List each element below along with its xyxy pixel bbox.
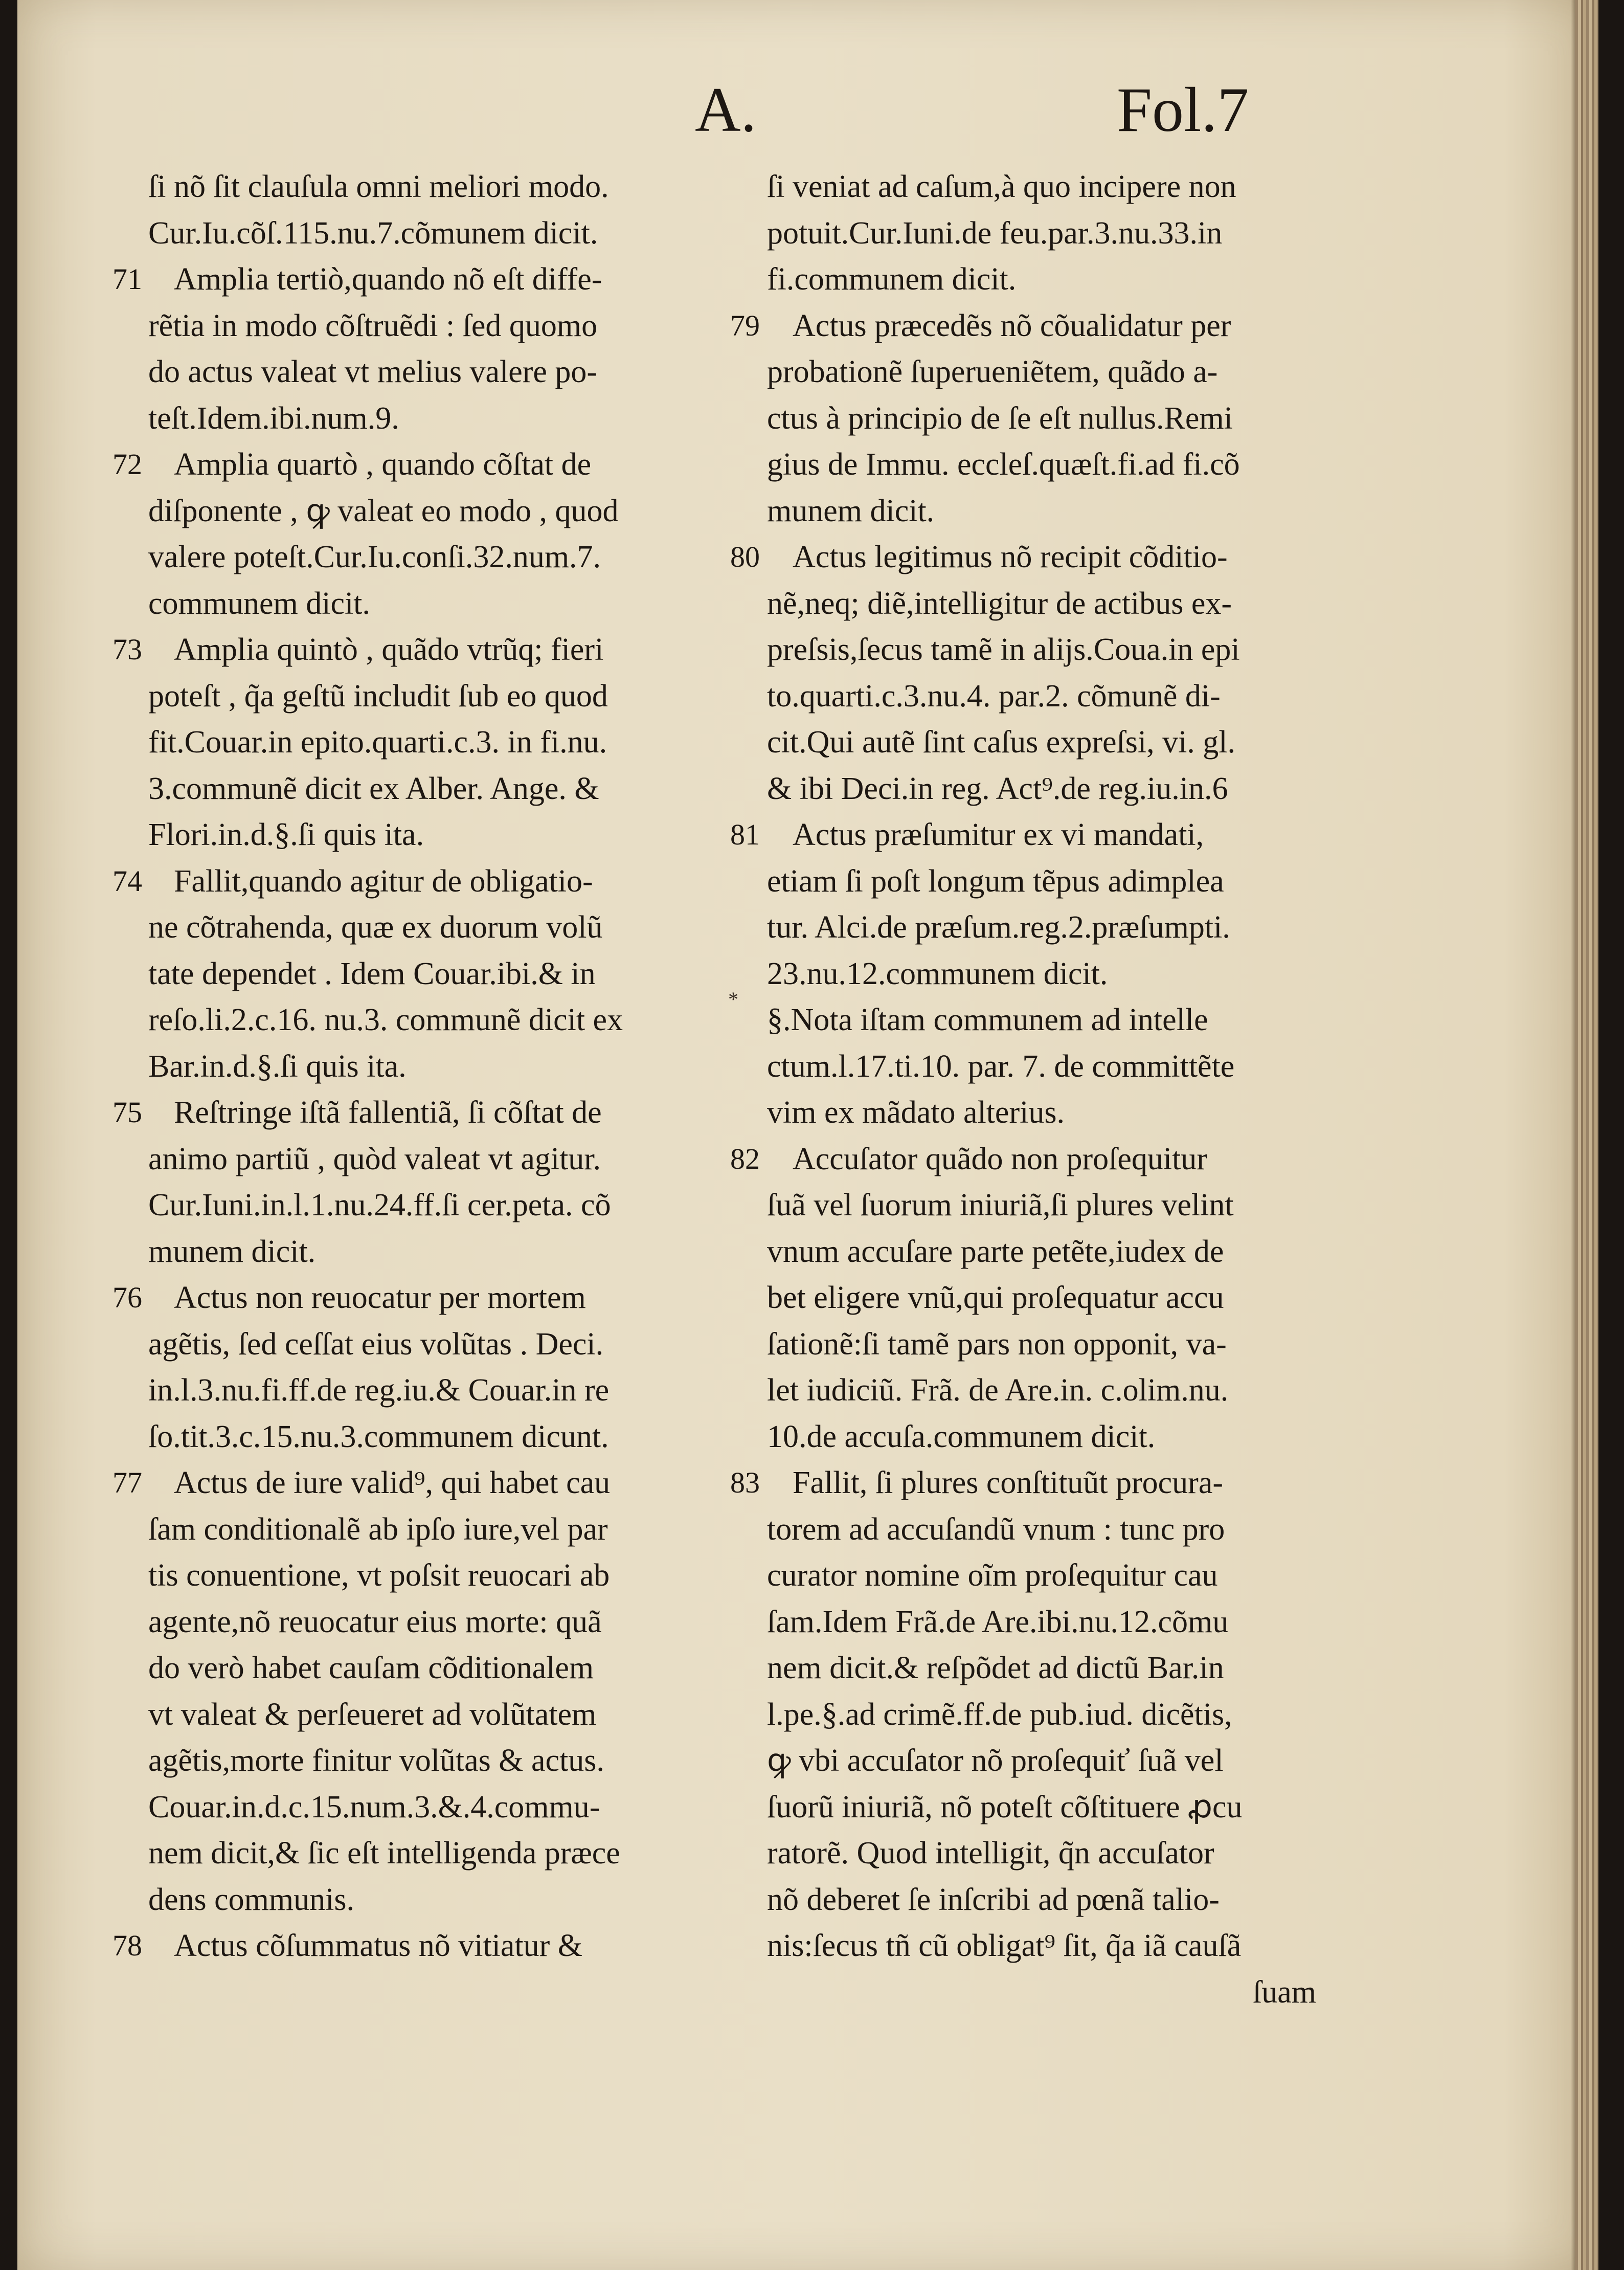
- line-text: reſo.li.2.c.16. nu.3. communẽ dicit ex: [148, 1003, 623, 1037]
- line-text: Amplia tertiò,quando nõ eſt diffe-: [174, 262, 602, 297]
- text-line: [767, 1321, 1347, 1368]
- line-text: curator nomine oĩm proſequitur cau: [767, 1558, 1218, 1593]
- line-text: vt valeat & perſeueret ad volũtatem: [148, 1697, 597, 1732]
- line-text: Actus præcedẽs nõ cõualidatur per: [793, 308, 1231, 343]
- line-text: agẽtis,morte finitur volũtas & actus.: [148, 1743, 604, 1778]
- line-text: do verò habet cauſam cõditionalem: [148, 1651, 594, 1685]
- text-line: [767, 1043, 1347, 1090]
- line-text: in.l.3.nu.fi.ff.de reg.iu.& Couar.in re: [148, 1373, 610, 1408]
- line-text: Actus de iure valid⁹, qui habet cau: [174, 1465, 611, 1500]
- text-line: [767, 858, 1347, 905]
- line-text: vim ex mãdato alterius.: [767, 1095, 1065, 1130]
- line-text: diſponente , ꝙ valeat eo modo , quod: [148, 493, 619, 528]
- line-text: gius de Immu. eccleſ.quæſt.fi.ad fi.cõ: [767, 447, 1240, 482]
- text-line: [112, 858, 711, 905]
- line-text: tate dependet . Idem Couar.ibi.& in: [148, 956, 596, 991]
- line-text: Fallit, ſi plures conſtituũt procura-: [793, 1465, 1223, 1500]
- line-text: ne cõtrahenda, quæ ex duorum volũ: [148, 910, 603, 945]
- paragraph-number: 83: [730, 1466, 760, 1499]
- text-line: [148, 1414, 711, 1460]
- text-line: [148, 1229, 711, 1275]
- line-text: ratorẽ. Quod intelligit, q̃n accuſator: [767, 1836, 1214, 1871]
- line-text: nem dicit.& reſpõdet ad dictũ Bar.in: [767, 1651, 1224, 1685]
- line-text: tis conuentione, vt poſsit reuocari ab: [148, 1558, 610, 1593]
- paragraph-number: 72: [112, 448, 142, 481]
- line-text: animo partiũ , quòd valeat vt agitur.: [148, 1141, 601, 1176]
- page-header: [17, 77, 1598, 143]
- line-text: etiam ſi poſt longum tẽpus adimplea: [767, 863, 1224, 899]
- text-line: [767, 904, 1347, 951]
- text-line: [767, 1830, 1347, 1877]
- text-line: [767, 1275, 1347, 1321]
- text-line: [767, 1414, 1347, 1460]
- left-column: [112, 164, 711, 1969]
- line-text: cit.Qui autẽ ſint caſus expreſsi, vi. gl.: [767, 725, 1236, 760]
- text-line: [112, 1923, 711, 1969]
- text-line: [767, 395, 1347, 442]
- text-line: [767, 441, 1347, 488]
- line-text: Bar.in.d.§.ſi quis ita.: [148, 1049, 407, 1084]
- text-line: [148, 719, 711, 766]
- text-line: [767, 1552, 1347, 1599]
- text-line: [148, 1043, 711, 1090]
- line-text: poteſt , q̃a geſtũ includit ſub eo quod: [148, 678, 608, 714]
- line-text: nem dicit,& ſic eſt intelligenda præce: [148, 1836, 620, 1871]
- line-text: preſsis,ſecus tamẽ in alijs.Coua.in epi: [767, 632, 1240, 667]
- text-line: [112, 1460, 711, 1506]
- line-text: 23.nu.12.communem dicit.: [767, 956, 1108, 991]
- line-text: nõ deberet ſe inſcribi ad pœnã talio-: [767, 1882, 1220, 1917]
- text-line: [112, 1275, 711, 1321]
- line-text: communem dicit.: [148, 586, 370, 621]
- line-text: ſuã vel ſuorum iniuriã,ſi plures velint: [767, 1188, 1234, 1222]
- paragraph-number: 77: [112, 1466, 142, 1499]
- text-line: [767, 349, 1347, 395]
- text-line: [148, 1506, 711, 1553]
- text-line: [767, 1923, 1347, 1969]
- text-line: [148, 1645, 711, 1692]
- line-text: to.quarti.c.3.nu.4. par.2. cõmunẽ di-: [767, 678, 1221, 714]
- text-line: [112, 441, 711, 488]
- text-line: [767, 1089, 1347, 1136]
- text-line: [148, 303, 711, 349]
- text-line: [767, 951, 1347, 997]
- paragraph-number: 74: [112, 864, 142, 898]
- line-text: nẽ,neq; diẽ,intelligitur de actibus ex-: [767, 586, 1232, 621]
- text-line: [148, 812, 711, 858]
- line-text: ſi nõ ſit clauſula omni meliori modo.: [148, 169, 609, 204]
- text-line: [730, 812, 1347, 858]
- text-line: [767, 1367, 1347, 1414]
- line-text: Actus legitimus nõ recipit cõditio-: [793, 540, 1228, 574]
- text-line: [767, 1877, 1347, 1923]
- text-line: [730, 1136, 1347, 1183]
- paragraph-number: 78: [112, 1929, 142, 1962]
- signature-mark: A.: [695, 75, 757, 145]
- text-line: [148, 1367, 711, 1414]
- paragraph-number: 81: [730, 818, 760, 851]
- line-text: munem dicit.: [148, 1234, 316, 1269]
- line-text: Reſtringe iſtã fallentiã, ſi cõſtat de: [174, 1095, 602, 1130]
- text-line: [148, 534, 711, 581]
- line-text: ſo.tit.3.c.15.nu.3.communem dicunt.: [148, 1419, 609, 1454]
- line-text: tur. Alci.de præſum.reg.2.præſumpti.: [767, 910, 1230, 945]
- text-line: [767, 1229, 1347, 1275]
- margin-asterisk: *: [728, 988, 738, 1011]
- text-line: [148, 1182, 711, 1229]
- text-line: [148, 581, 711, 627]
- text-line: [730, 303, 1347, 349]
- paragraph-number: 82: [730, 1142, 760, 1175]
- text-line: [767, 997, 1347, 1043]
- text-line: [148, 1784, 711, 1831]
- line-text: Actus cõſummatus nõ vitiatur &: [174, 1928, 583, 1963]
- line-text: ſationẽ:ſi tamẽ pars non opponit, va-: [767, 1326, 1227, 1362]
- line-text: ctus à principio de ſe eſt nullus.Remi: [767, 400, 1233, 436]
- line-text: ſi veniat ad caſum,à quo incipere non: [767, 169, 1236, 204]
- line-text: probationẽ ſuperueniẽtem, quãdo a-: [767, 354, 1218, 389]
- line-text: munem dicit.: [767, 493, 935, 528]
- text-line: [148, 1738, 711, 1784]
- book-page: [17, 0, 1598, 2270]
- line-text: ſam.Idem Frã.de Are.ibi.nu.12.cõmu: [767, 1604, 1229, 1639]
- text-line: [767, 1645, 1347, 1692]
- text-line: [767, 719, 1347, 766]
- line-text: Accuſator quãdo non proſequitur: [793, 1141, 1207, 1176]
- text-line: [112, 627, 711, 673]
- text-line: [148, 164, 711, 210]
- line-text: valere poteſt.Cur.Iu.conſi.32.num.7.: [148, 540, 601, 574]
- line-text: & ibi Deci.in reg. Act⁹.de reg.iu.in.6: [767, 771, 1228, 806]
- line-text: rẽtia in modo cõſtruẽdi : ſed quomo: [148, 308, 598, 343]
- text-line: [148, 673, 711, 720]
- catchword: ſuam: [1253, 1974, 1316, 2010]
- text-line: [148, 1599, 711, 1645]
- line-text: Amplia quintò , quãdo vtrũq; fieri: [174, 632, 604, 667]
- text-line: [112, 256, 711, 303]
- line-text: Actus non reuocatur per mortem: [174, 1280, 586, 1315]
- text-line: [148, 951, 711, 997]
- line-text: Actus præſumitur ex vi mandati,: [793, 817, 1204, 852]
- paragraph-number: 76: [112, 1281, 142, 1314]
- text-line: [730, 534, 1347, 581]
- line-text: Flori.in.d.§.ſi quis ita.: [148, 817, 424, 852]
- line-text: dens communis.: [148, 1882, 354, 1917]
- text-line: [767, 256, 1347, 303]
- line-text: ſam conditionalẽ ab ipſo iure,vel par: [148, 1511, 608, 1547]
- line-text: Amplia quartò , quando cõſtat de: [174, 447, 592, 482]
- text-line: [767, 766, 1347, 812]
- paragraph-number: 75: [112, 1096, 142, 1129]
- text-line: [148, 766, 711, 812]
- text-line: [148, 904, 711, 951]
- text-line: [148, 1552, 711, 1599]
- text-line: [148, 1321, 711, 1368]
- line-text: agẽtis, ſed ceſſat eius volũtas . Deci.: [148, 1326, 604, 1362]
- text-line: [767, 1182, 1347, 1229]
- line-text: nis:ſecus tñ cũ obligat⁹ ſit, q̃a iã cauſã: [767, 1928, 1242, 1963]
- line-text: bet eligere vnũ,qui proſequatur accu: [767, 1280, 1224, 1315]
- line-text: do actus valeat vt melius valere po-: [148, 354, 598, 389]
- line-text: fi.communem dicit.: [767, 262, 1017, 297]
- text-line: [112, 1089, 711, 1136]
- text-line: [148, 1877, 711, 1923]
- text-line: [767, 673, 1347, 720]
- text-line: [767, 1784, 1347, 1831]
- line-text: torem ad accuſandũ vnum : tunc pro: [767, 1511, 1225, 1547]
- text-line: [767, 1692, 1347, 1738]
- page-edge: [1575, 0, 1598, 2270]
- text-line: [767, 210, 1347, 257]
- text-line: [767, 1738, 1347, 1784]
- text-line: [148, 1830, 711, 1877]
- text-line: [767, 488, 1347, 535]
- paragraph-number: 71: [112, 262, 142, 296]
- line-text: l.pe.§.ad crimẽ.ff.de pub.iud. dicẽtis,: [767, 1697, 1232, 1732]
- line-text: ſuorũ iniuriã, nõ poteſt cõſtituere ꝓcu: [767, 1789, 1243, 1824]
- text-line: [148, 997, 711, 1043]
- text-line: [767, 627, 1347, 673]
- paragraph-number: 73: [112, 633, 142, 666]
- text-line: [148, 349, 711, 395]
- text-line: [730, 1460, 1347, 1506]
- line-text: let iudiciũ. Frã. de Are.in. c.olim.nu.: [767, 1373, 1229, 1408]
- text-line: [148, 488, 711, 535]
- line-text: agente,nõ reuocatur eius morte: quã: [148, 1604, 602, 1639]
- line-text: 3.communẽ dicit ex Alber. Ange. &: [148, 771, 599, 806]
- text-line: [767, 1506, 1347, 1553]
- text-line: [148, 1692, 711, 1738]
- line-text: vnum accuſare parte petẽte,iudex de: [767, 1234, 1224, 1269]
- line-text: Couar.in.d.c.15.num.3.&.4.commu-: [148, 1789, 600, 1824]
- line-text: §.Nota iſtam communem ad intelle: [767, 1003, 1208, 1037]
- line-text: potuit.Cur.Iuni.de feu.par.3.nu.33.in: [767, 215, 1223, 251]
- text-line: [148, 395, 711, 442]
- line-text: Cur.Iuni.in.l.1.nu.24.ff.ſi cer.peta. cõ: [148, 1188, 611, 1222]
- text-line: [767, 1599, 1347, 1645]
- text-line: [148, 210, 711, 257]
- text-line: [148, 1136, 711, 1183]
- text-line: [767, 164, 1347, 210]
- line-text: Fallit,quando agitur de obligatio-: [174, 863, 593, 899]
- line-text: Cur.Iu.cõſ.115.nu.7.cõmunem dicit.: [148, 215, 598, 251]
- paragraph-number: 79: [730, 308, 760, 342]
- line-text: fit.Couar.in epito.quarti.c.3. in fi.nu.: [148, 725, 607, 760]
- text-line: [767, 581, 1347, 627]
- line-text: teſt.Idem.ibi.num.9.: [148, 400, 399, 436]
- line-text: ctum.l.17.ti.10. par. 7. de committẽte: [767, 1049, 1235, 1084]
- right-column: [730, 164, 1347, 2015]
- folio-number: Fol.7: [1117, 75, 1249, 145]
- paragraph-number: 80: [730, 540, 760, 573]
- line-text: 10.de accuſa.communem dicit.: [767, 1419, 1156, 1454]
- line-text: ꝙ vbi accuſator nõ proſequiť ſuã vel: [767, 1743, 1224, 1778]
